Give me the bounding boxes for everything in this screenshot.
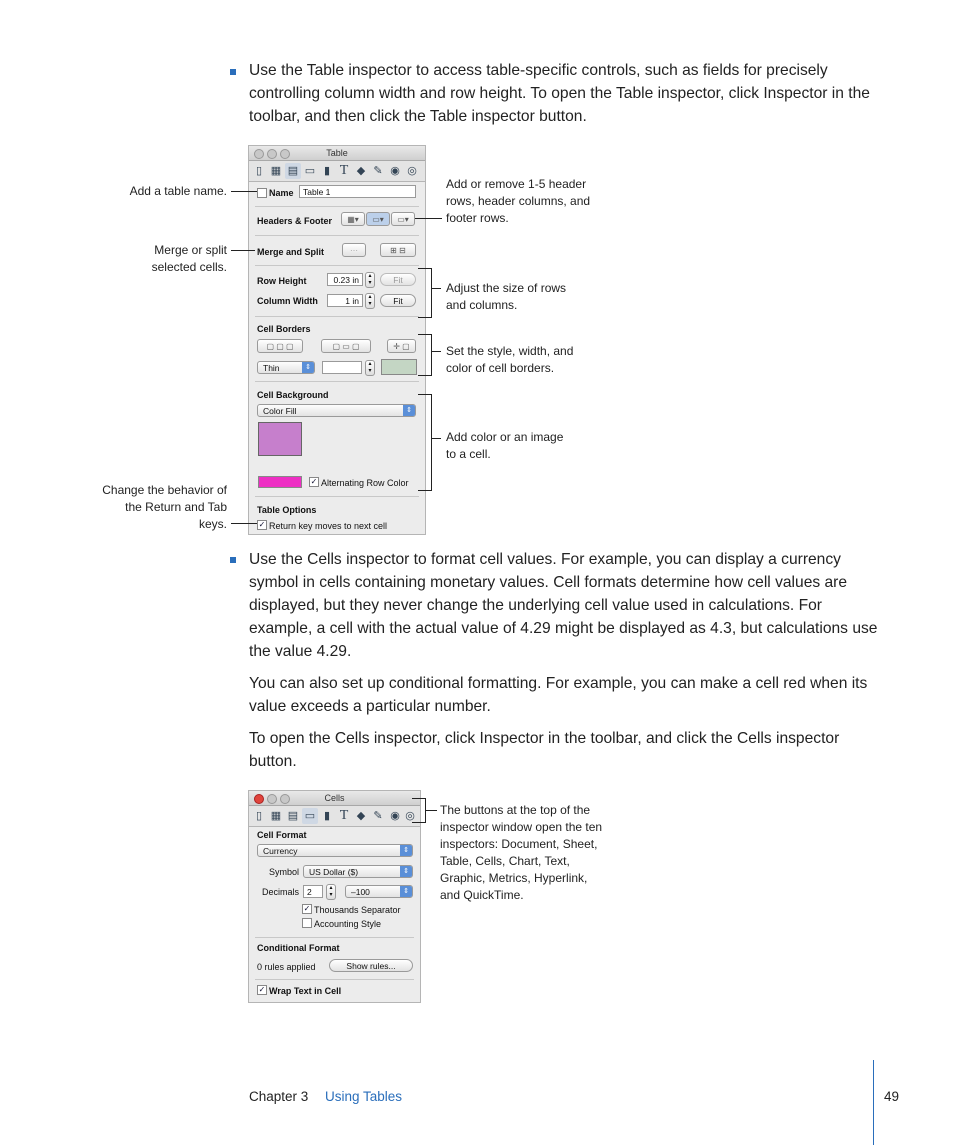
column-width-fit-button[interactable]: Fit: [380, 294, 416, 307]
callout-return-key: Change the behavior of the Return and Tab keys.: [102, 483, 227, 531]
symbol-value: US Dollar ($): [309, 867, 359, 877]
conditional-format-label: Conditional Format: [257, 943, 340, 953]
alternating-row-color-well[interactable]: [258, 476, 302, 488]
name-label: Name: [269, 188, 294, 198]
cells-inspector-window: [248, 790, 421, 1003]
inspector-toolbar: [249, 806, 420, 827]
header-columns-button[interactable]: ▭▾: [366, 212, 390, 226]
table-options-label: Table Options: [257, 505, 317, 515]
table-inspector-window: [248, 145, 426, 535]
chevron-down-icon: ⇕: [302, 362, 314, 373]
symbol-label: Symbol: [269, 867, 300, 877]
alternating-row-checkbox[interactable]: ✓: [310, 477, 318, 486]
accounting-style-checkbox[interactable]: [302, 918, 312, 928]
split-cells-button[interactable]: ⊞ ⊟: [380, 243, 416, 257]
row-height-stepper[interactable]: ▴ ▾: [365, 272, 375, 288]
chevron-down-icon: ⇕: [403, 405, 415, 416]
document-inspector-icon[interactable]: ▯: [255, 165, 263, 177]
text-inspector-icon[interactable]: T: [339, 163, 349, 178]
bullet-icon: [230, 69, 236, 75]
callout-headers: Add or remove 1-5 header rows, header columns, and footer rows.: [446, 177, 591, 225]
chevron-down-icon: ⇕: [400, 866, 412, 877]
paragraph-cells-inspector: Use the Cells inspector to format cell values. For example, you can display a currency symbol in cells containing monetary values. Cell formats determine how cell values are displayed, but they never change the underlying cell value used in calculations. For example, a cell with the actual value of 4.29 might be displayed as 4.3, but calculations use the value 4.29.: [249, 551, 878, 660]
metrics-inspector-icon[interactable]: ✎: [373, 165, 383, 177]
graphic-inspector-icon[interactable]: ◆: [356, 810, 366, 822]
quicktime-inspector-icon[interactable]: ◎: [407, 165, 417, 177]
cell-borders-label: Cell Borders: [257, 324, 311, 334]
chart-inspector-icon[interactable]: ▮: [323, 810, 331, 822]
border-segment-3[interactable]: ✛ ▢: [387, 339, 416, 353]
fill-type-value: Color Fill: [263, 406, 297, 416]
metrics-inspector-icon[interactable]: ✎: [373, 810, 383, 822]
cell-background-label: Cell Background: [257, 390, 329, 400]
border-color-well[interactable]: [381, 359, 417, 375]
alternating-row-label: Alternating Row Color: [321, 478, 409, 488]
table-inspector-icon[interactable]: ▤: [287, 810, 299, 822]
text-inspector-icon[interactable]: T: [339, 808, 349, 823]
name-checkbox[interactable]: [257, 188, 267, 198]
column-width-stepper[interactable]: ▴ ▾: [365, 293, 375, 309]
paragraph-conditional: You can also set up conditional formatting. For example, you can make a cell red when its value exceeds a particular number.: [249, 675, 868, 715]
merge-cells-button[interactable]: ⋯: [342, 243, 366, 257]
show-rules-button[interactable]: Show rules...: [329, 959, 413, 972]
hyperlink-inspector-icon[interactable]: ◉: [390, 165, 400, 177]
negative-format-value: –100: [351, 887, 370, 897]
paragraph-table-inspector: Use the Table inspector to access table-specific controls, such as fields for precisely controlling column width and row height. To open the Table inspector, click Inspector in the toolbar, and then click the Table inspector button.: [249, 62, 870, 125]
inspector-toolbar: [249, 161, 425, 182]
cells-inspector-icon[interactable]: ▭: [304, 165, 316, 177]
rules-applied-label: 0 rules applied: [257, 962, 316, 972]
merge-split-label: Merge and Split: [257, 247, 325, 257]
callout-borders: Set the style, width, and color of cell borders.: [446, 344, 574, 375]
table-inspector-icon[interactable]: ▤: [285, 163, 301, 179]
row-height-fit-button[interactable]: Fit: [380, 273, 416, 286]
row-height-label: Row Height: [257, 276, 307, 286]
border-segment-2[interactable]: ▢ ▭ ▢: [321, 339, 371, 353]
column-width-field[interactable]: 1 in: [327, 294, 363, 307]
bullet-icon: [230, 557, 236, 563]
footer-chapter-title[interactable]: Using Tables: [325, 1089, 403, 1104]
fill-color-well[interactable]: [258, 422, 302, 456]
thousands-separator-checkbox[interactable]: ✓: [303, 904, 311, 913]
document-inspector-icon[interactable]: ▯: [255, 810, 263, 822]
wrap-text-checkbox[interactable]: ✓: [258, 985, 266, 994]
thousands-separator-label: Thousands Separator: [314, 905, 401, 915]
window-title: Table: [326, 148, 348, 158]
table-name-field[interactable]: Table 1: [299, 185, 416, 198]
sheet-inspector-icon[interactable]: ▦: [270, 165, 282, 177]
chart-inspector-icon[interactable]: ▮: [323, 165, 331, 177]
callout-merge: Merge or split selected cells.: [151, 243, 227, 274]
decimals-label: Decimals: [262, 887, 300, 897]
cell-format-value: Currency: [263, 846, 298, 856]
graphic-inspector-icon[interactable]: ◆: [356, 165, 366, 177]
callout-background: Add color or an image to a cell.: [446, 430, 564, 461]
footer-rows-button[interactable]: ▭▾: [391, 212, 415, 226]
row-height-field[interactable]: 0.23 in: [327, 273, 363, 286]
quicktime-inspector-icon[interactable]: ◎: [405, 810, 415, 822]
decimals-field[interactable]: 2: [303, 885, 323, 898]
accounting-style-label: Accounting Style: [314, 919, 382, 929]
hyperlink-inspector-icon[interactable]: ◉: [390, 810, 400, 822]
paragraph-open-cells: To open the Cells inspector, click Inspector in the toolbar, and click the Cells inspector button.: [249, 730, 840, 770]
column-width-label: Column Width: [257, 296, 318, 306]
chevron-down-icon: ⇕: [400, 886, 412, 897]
footer-divider: [873, 1060, 874, 1145]
cell-format-label: Cell Format: [257, 830, 307, 840]
border-segment-1[interactable]: ▢ ▢ ▢: [257, 339, 303, 353]
header-rows-button[interactable]: ▦▾: [341, 212, 365, 226]
return-key-checkbox[interactable]: ✓: [258, 520, 266, 529]
headers-footer-label: Headers & Footer: [257, 216, 333, 226]
fill-type-popup[interactable]: [257, 404, 416, 417]
callout-inspector-buttons: The buttons at the top of the inspector window open the ten inspectors: Document, Sheet, Table, Cells, Chart, Text, Graphic, Metrics, Hyperlink, and QuickTime.: [440, 803, 603, 902]
chevron-down-icon: ⇕: [400, 845, 412, 856]
window-title: Cells: [324, 793, 345, 803]
symbol-popup[interactable]: [303, 865, 413, 878]
callout-add-name: Add a table name.: [129, 184, 227, 198]
title-bar: [249, 146, 425, 161]
callout-size: Adjust the size of rows and columns.: [446, 281, 567, 312]
decimals-stepper[interactable]: ▴ ▾: [326, 884, 336, 900]
cells-inspector-icon[interactable]: ▭: [302, 808, 318, 824]
border-width-stepper[interactable]: ▴ ▾: [365, 360, 375, 376]
title-bar: [249, 791, 420, 806]
border-style-popup[interactable]: [257, 361, 315, 374]
page-number: 49: [884, 1089, 900, 1104]
footer-chapter: Chapter 3: [249, 1089, 309, 1104]
return-key-label: Return key moves to next cell: [269, 521, 388, 531]
cell-format-popup[interactable]: [257, 844, 413, 857]
border-width-field[interactable]: [322, 361, 362, 374]
wrap-text-label: Wrap Text in Cell: [269, 986, 342, 996]
sheet-inspector-icon[interactable]: ▦: [270, 810, 282, 822]
negative-format-popup[interactable]: [345, 885, 413, 898]
border-style-value: Thin: [263, 363, 280, 373]
